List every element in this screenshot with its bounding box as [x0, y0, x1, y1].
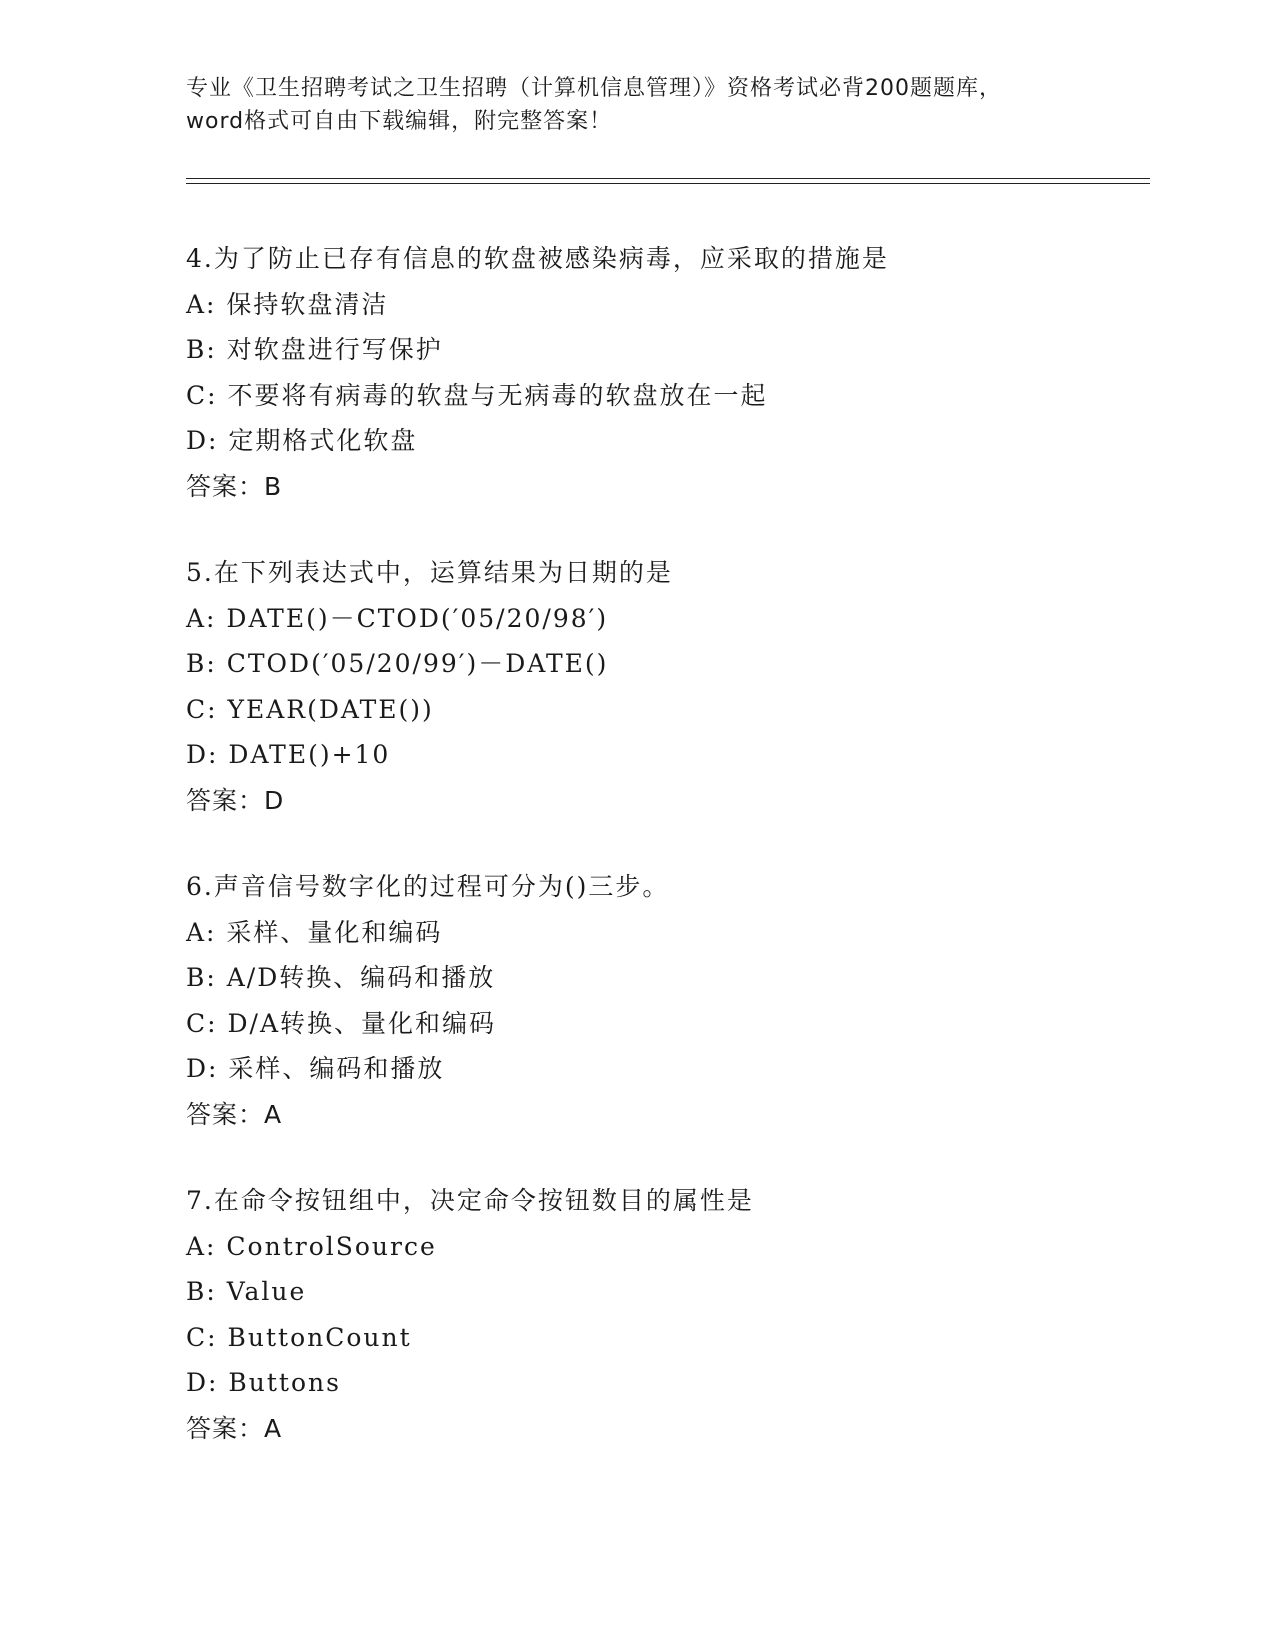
- option-d: D: 采样、编码和播放: [186, 1054, 445, 1083]
- question-6: [186, 864, 1146, 1137]
- question-5: [186, 550, 1146, 823]
- option-a: A: DATE()－CTOD(′05/20/98′): [186, 603, 609, 633]
- question-list: [186, 236, 1146, 1492]
- option-a: A: 保持软盘清洁: [186, 289, 389, 319]
- answer-line: 答案：A: [186, 1099, 283, 1129]
- option-c: C: YEAR(DATE()): [186, 694, 434, 724]
- answer-line: 答案：D: [186, 785, 285, 815]
- question-4: [186, 236, 1146, 509]
- option-b: B: Value: [186, 1277, 307, 1306]
- answer-line: 答案：A: [186, 1413, 283, 1443]
- option-c: C: 不要将有病毒的软盘与无病毒的软盘放在一起: [186, 380, 768, 410]
- option-b: B: 对软盘进行写保护: [186, 335, 443, 364]
- header-line-1: 专业《卫生招聘考试之卫生招聘（计算机信息管理）》资格考试必背200题题库，: [186, 76, 1002, 101]
- option-d: D: Buttons: [186, 1368, 341, 1397]
- answer-line: 答案：B: [186, 471, 283, 501]
- question-title: 4.为了防止已存有信息的软盘被感染病毒，应采取的措施是: [186, 244, 889, 273]
- document-header: [186, 72, 1086, 138]
- option-a: A: ControlSource: [186, 1231, 437, 1261]
- option-a: A: 采样、量化和编码: [186, 917, 443, 947]
- option-b: B: CTOD(′05/20/99′)－DATE(): [186, 649, 609, 678]
- option-b: B: A/D转换、编码和播放: [186, 963, 496, 992]
- question-title: 7.在命令按钮组中，决定命令按钮数目的属性是: [186, 1186, 754, 1215]
- question-title: 6.声音信号数字化的过程可分为()三步。: [186, 872, 670, 901]
- option-d: D: DATE()+10: [186, 740, 391, 769]
- header-line-2: word格式可自由下载编辑，附完整答案！: [186, 109, 613, 134]
- question-7: [186, 1178, 1146, 1451]
- option-d: D: 定期格式化软盘: [186, 426, 418, 455]
- option-c: C: D/A转换、量化和编码: [186, 1008, 497, 1038]
- question-title: 5.在下列表达式中，运算结果为日期的是: [186, 558, 673, 587]
- option-c: C: ButtonCount: [186, 1322, 412, 1352]
- header-divider: [186, 178, 1150, 184]
